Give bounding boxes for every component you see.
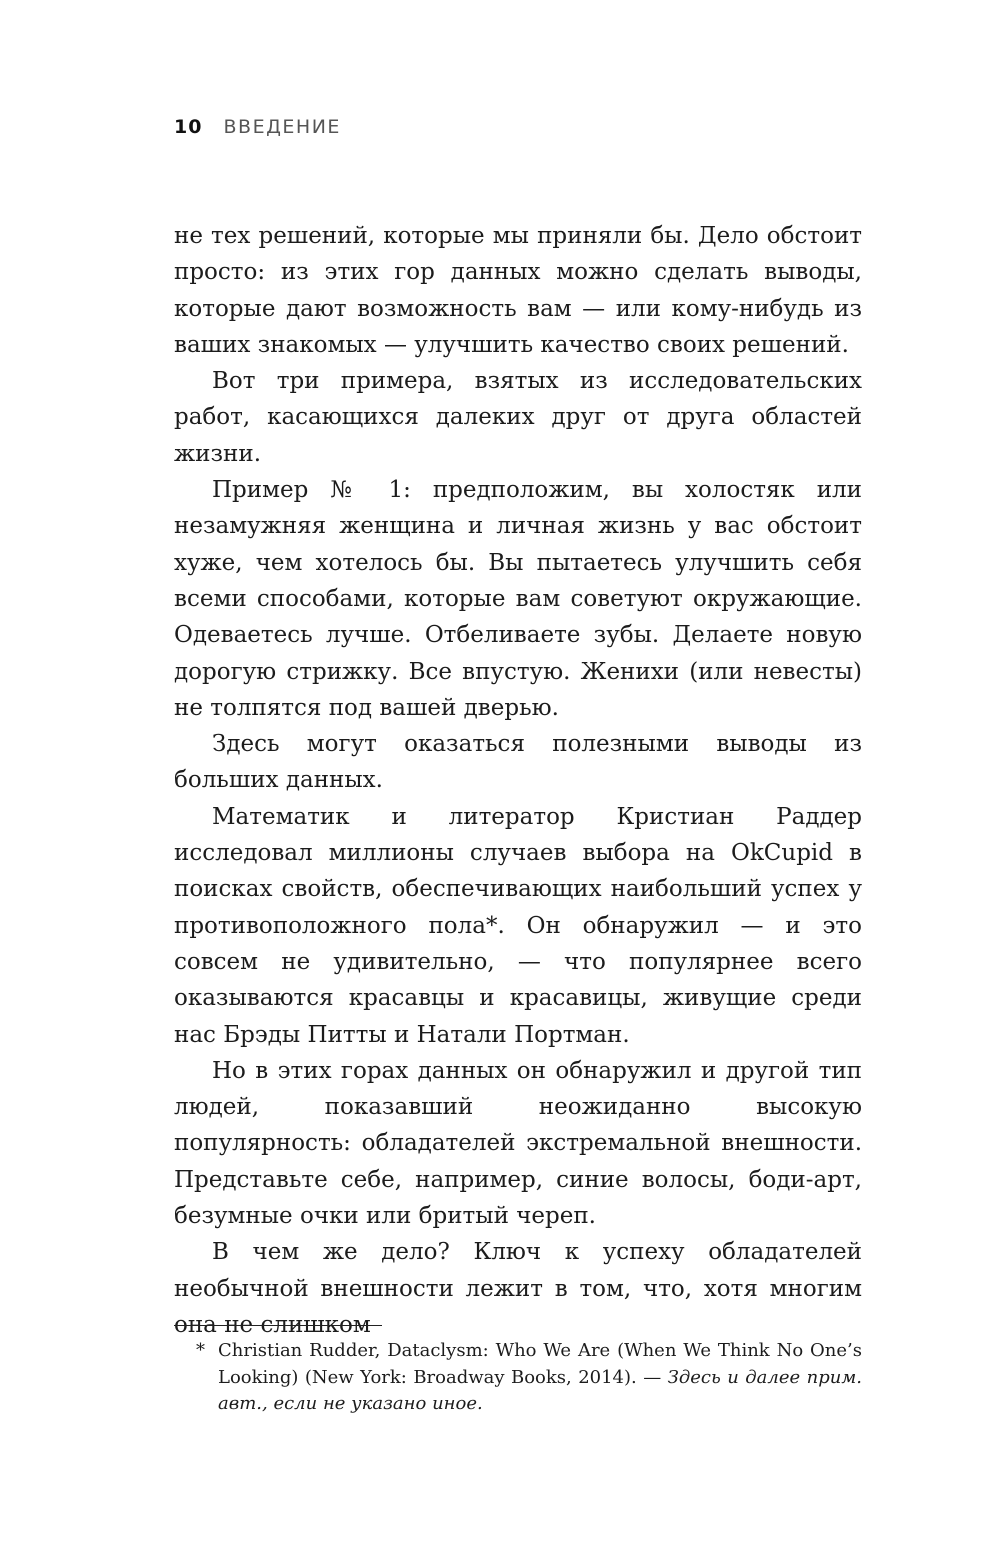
footnote	[174, 1338, 862, 1418]
paragraph: Здесь могут оказаться полезными выводы из больших данных.	[174, 731, 862, 794]
page-header	[174, 116, 341, 138]
paragraph: Математик и литератор Кристиан Раддер исследовал миллионы случаев выбора на OkCupid в поисках свойств, обеспечивающих наибольший успех у противоположного пола*. Он обнаружил — и это совсем не удивительно, — что популярнее всего оказываются красавцы и красавицы, живущие среди нас Брэды Питты и Натали Портман.	[174, 803, 862, 1048]
paragraph: Пример № 1: предположим, вы холостяк или незамужняя женщина и личная жизнь у вас обстоит хуже, чем хотелось бы. Вы пытаетесь улучшить себя всеми способами, которые вам советуют окружающие. Одеваетесь лучше. Отбеливаете зубы. Делаете новую дорогую стрижку. Все впустую. Женихи (или невесты) не толпятся под вашей дверью.	[174, 477, 862, 721]
footnote-divider	[174, 1325, 382, 1326]
paragraph: не тех решений, которые мы приняли бы. Дело обстоит просто: из этих гор данных можно сделать выводы, которые дают возможность вам — или кому-нибудь из ваших знакомых — улучшить качество своих решений.	[174, 223, 862, 358]
footnote-marker: *	[196, 1340, 205, 1361]
running-title: ВВЕДЕНИЕ	[223, 116, 341, 138]
paragraph: В чем же дело? Ключ к успеху обладателей необычной внешности лежит в том, что, хотя многим она не слишком	[174, 1239, 862, 1338]
paragraph: Вот три примера, взятых из исследовательских работ, касающихся далеких друг от друга областей жизни.	[174, 368, 862, 467]
page-number: 10	[174, 116, 203, 138]
body-text	[174, 218, 862, 1343]
paragraph: Но в этих горах данных он обнаружил и другой тип людей, показавший неожиданно высокую популярность: обладателей экстремальной внешности. Представьте себе, например, синие волосы, боди-арт, безумные очки или бритый череп.	[174, 1057, 862, 1230]
footnote-text: Christian Rudder, Dataclysm: Who We Are (When We Think No One’s Looking) (New York: Broadway Books, 2014). —	[218, 1340, 862, 1388]
footnote-note: Здесь и далее прим. авт., если не указано иное.	[218, 1366, 862, 1414]
